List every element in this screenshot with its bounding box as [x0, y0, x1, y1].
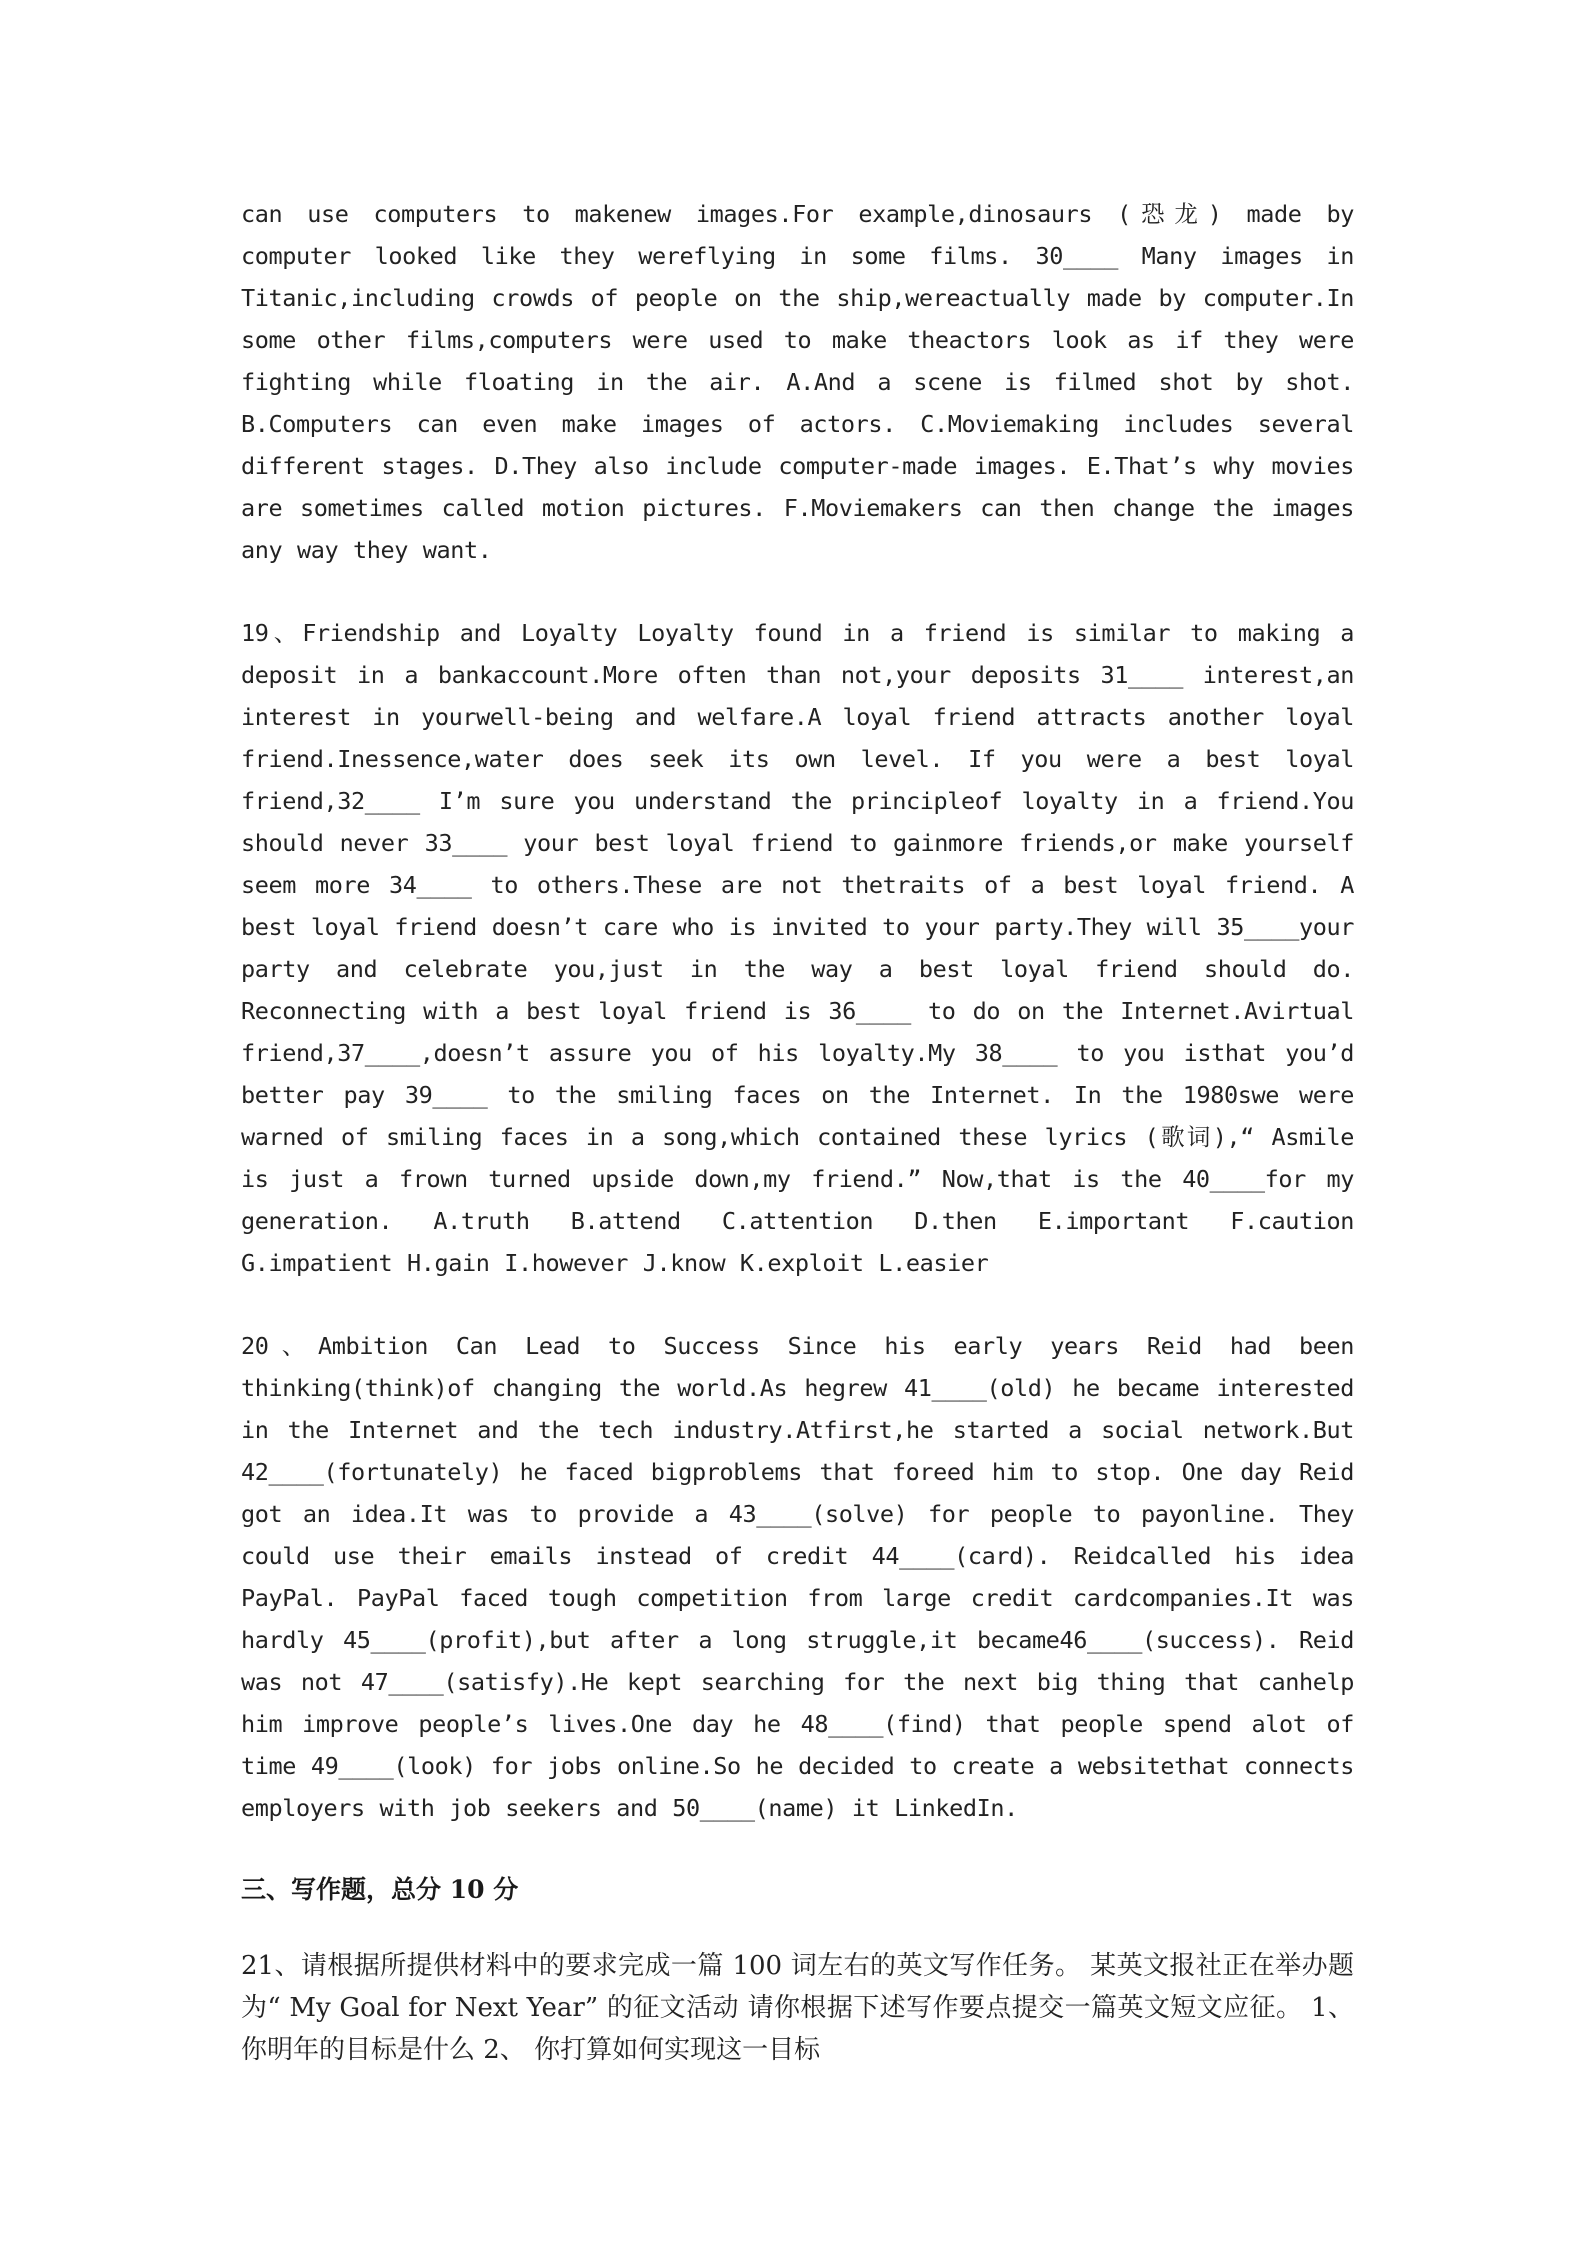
- question-19-paragraph: 19、Friendship and Loyalty Loyalty found in a friend is similar to making a deposit in a bankaccount.More often than not,your deposits 31____ interest,an interest in yourwell-being and welfare.A loyal friend attracts another loyal friend.Inessence,water does seek its own level. If you were a best loyal friend,32____ I’m sure you understand the principleof loyalty in a friend.You should never 33____ your best loyal friend to gainmore friends,or make yourself seem more 34____ to others.These are not thetraits of a best loyal friend. A best loyal friend doesn’t care who is invited to your party.They will 35____your party and celebrate you,just in the way a best loyal friend should do. Reconnecting with a best loyal friend is 36____ to do on the Internet.Avirtual friend,37____,doesn’t assure you of his loyalty.My 38____ to you isthat you’d better pay 39____ to the smiling faces on the Internet. In the 1980swe were warned of smiling faces in a song,which contained these lyrics (歌词),“ Asmile is just a frown turned upside down,my friend.” Now,that is the 40____for my generation. A.truth B.attend C.attention D.then E.important F.caution G.impatient H.gain I.however J.know K.exploit L.easier: [241, 619, 1354, 1277]
- section-3-heading: 三、写作题，总分 10 分: [241, 1875, 519, 1904]
- page-content: [241, 193, 1354, 2071]
- question-20-paragraph: 20、Ambition Can Lead to Success Since his early years Reid had been thinking(think)of changing the world.As hegrew 41____(old) he became interested in the Internet and the tech industry.Atfirst,he started a social network.But 42____(fortunately) he faced bigproblems that foreed him to stop. One day Reid got an idea.It was to provide a 43____(solve) for people to payonline. They could use their emails instead of credit 44____(card). Reidcalled his idea PayPal. PayPal faced tough competition from large credit cardcompanies.It was hardly 45____(profit),but after a long struggle,it became46____(success). Reid was not 47____(satisfy).He kept searching for the next big thing that canhelp him improve people’s lives.One day he 48____(find) that people spend alot of time 49____(look) for jobs online.So he decided to create a websitethat connects employers with job seekers and 50____(name) it LinkedIn.: [241, 1332, 1354, 1822]
- question-21-paragraph: 21、请根据所提供材料中的要求完成一篇 100 词左右的英文写作任务。 某英文报社正在举办题为“ My Goal for Next Year” 的征文活动 请你根据下述写作要点提交一篇英文短文应征。 1、 你明年的目标是什么 2、 你打算如何实现这一目标: [241, 1951, 1354, 2065]
- passage-18-continuation: can use computers to makenew images.For example,dinosaurs (恐龙) made by computer looked like they wereflying in some films. 30____ Many images in Titanic,including crowds of people on the ship,wereactually made by computer.In some other films,computers were used to make theactors look as if they were fighting while floating in the air. A.And a scene is filmed shot by shot. B.Computers can even make images of actors. C.Moviemaking includes several different stages. D.They also include computer-made images. E.That’s why movies are sometimes called motion pictures. F.Moviemakers can then change the images any way they want.: [241, 200, 1354, 564]
